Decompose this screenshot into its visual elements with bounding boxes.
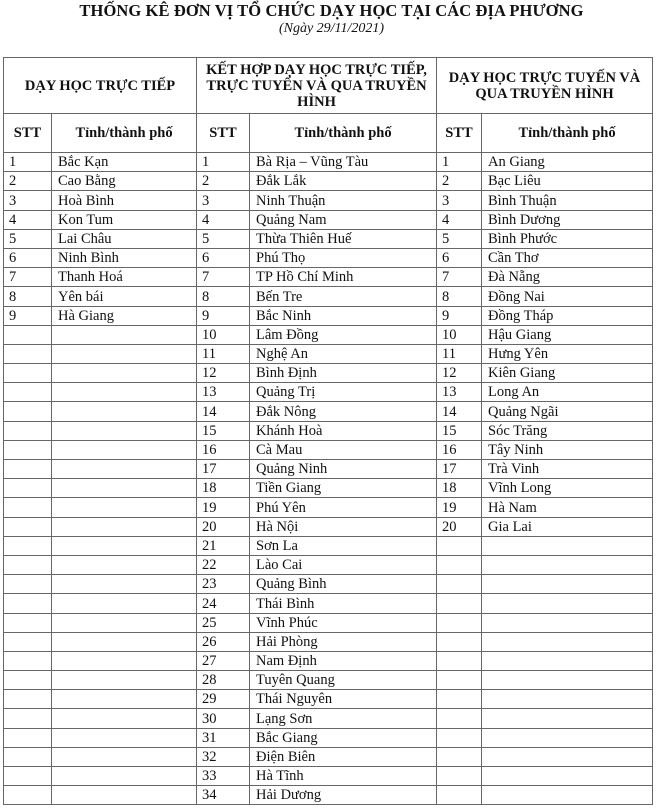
online-province-cell: An Giang — [482, 153, 653, 172]
table-row — [4, 747, 653, 766]
table-body — [4, 153, 653, 805]
online-stt-cell: 3 — [437, 191, 482, 210]
online-stt-cell — [437, 786, 482, 805]
direct-stt-cell — [4, 555, 52, 574]
combined-province-cell: Điện Biên — [250, 747, 437, 766]
combined-province-cell: Lào Cai — [250, 555, 437, 574]
combined-province-cell: Quảng Bình — [250, 575, 437, 594]
combined-stt-cell: 3 — [197, 191, 250, 210]
direct-stt-cell: 6 — [4, 248, 52, 267]
online-stt-cell — [437, 594, 482, 613]
combined-stt-cell: 20 — [197, 517, 250, 536]
direct-stt-cell — [4, 460, 52, 479]
online-stt-cell: 6 — [437, 248, 482, 267]
table-row — [4, 498, 653, 517]
table-row — [4, 325, 653, 344]
combined-province-cell: Khánh Hoà — [250, 421, 437, 440]
online-province-cell: Hưng Yên — [482, 344, 653, 363]
combined-province-cell: Ninh Thuận — [250, 191, 437, 210]
table-row — [4, 594, 653, 613]
direct-province-cell — [52, 364, 197, 383]
online-stt-cell: 20 — [437, 517, 482, 536]
combined-stt-cell: 26 — [197, 632, 250, 651]
direct-stt-cell — [4, 747, 52, 766]
direct-province-cell: Hà Giang — [52, 306, 197, 325]
online-stt-cell — [437, 709, 482, 728]
online-stt-cell — [437, 555, 482, 574]
direct-stt-cell — [4, 632, 52, 651]
direct-stt-cell — [4, 575, 52, 594]
online-province-cell — [482, 594, 653, 613]
online-province-cell: Đồng Tháp — [482, 306, 653, 325]
online-stt-cell — [437, 747, 482, 766]
table-row — [4, 172, 653, 191]
col-header-province: Tỉnh/thành phố — [482, 114, 653, 153]
direct-stt-cell — [4, 728, 52, 747]
online-stt-cell: 12 — [437, 364, 482, 383]
online-province-cell — [482, 767, 653, 786]
table-row — [4, 344, 653, 363]
direct-stt-cell — [4, 671, 52, 690]
combined-province-cell: Hải Phòng — [250, 632, 437, 651]
combined-province-cell: Nam Định — [250, 651, 437, 670]
combined-province-cell: Quảng Nam — [250, 210, 437, 229]
combined-province-cell: Bắc Ninh — [250, 306, 437, 325]
online-stt-cell: 10 — [437, 325, 482, 344]
group-header-online: DẠY HỌC TRỰC TUYẾN VÀ QUA TRUYỀN HÌNH — [437, 58, 653, 114]
column-header-row — [4, 114, 653, 153]
table-row — [4, 517, 653, 536]
online-province-cell: Bình Dương — [482, 210, 653, 229]
combined-province-cell: Phú Yên — [250, 498, 437, 517]
table-row — [4, 786, 653, 805]
table-row — [4, 690, 653, 709]
online-stt-cell — [437, 767, 482, 786]
col-header-province: Tỉnh/thành phố — [52, 114, 197, 153]
online-province-cell: Long An — [482, 383, 653, 402]
combined-stt-cell: 1 — [197, 153, 250, 172]
table-row — [4, 191, 653, 210]
table-row — [4, 536, 653, 555]
online-province-cell — [482, 536, 653, 555]
table-row — [4, 460, 653, 479]
online-province-cell — [482, 575, 653, 594]
combined-stt-cell: 25 — [197, 613, 250, 632]
online-stt-cell: 2 — [437, 172, 482, 191]
online-province-cell: Sóc Trăng — [482, 421, 653, 440]
online-stt-cell: 7 — [437, 268, 482, 287]
document-date: (Ngày 29/11/2021) — [278, 21, 385, 36]
table-row — [4, 210, 653, 229]
direct-province-cell — [52, 613, 197, 632]
online-stt-cell: 4 — [437, 210, 482, 229]
combined-province-cell: Bình Định — [250, 364, 437, 383]
direct-stt-cell: 1 — [4, 153, 52, 172]
combined-stt-cell: 31 — [197, 728, 250, 747]
combined-province-cell: Cà Mau — [250, 440, 437, 459]
combined-province-cell: Quảng Ninh — [250, 460, 437, 479]
table-row — [4, 268, 653, 287]
direct-province-cell: Kon Tum — [52, 210, 197, 229]
table-row — [4, 229, 653, 248]
table-row — [4, 651, 653, 670]
document-title: THỐNG KÊ ĐƠN VỊ TỔ CHỨC DẠY HỌC TẠI CÁC ĐỊA PHƯƠNG — [79, 1, 584, 20]
combined-province-cell: Thừa Thiên Huế — [250, 229, 437, 248]
col-header-stt: STT — [197, 114, 250, 153]
direct-province-cell: Hoà Bình — [52, 191, 197, 210]
combined-stt-cell: 10 — [197, 325, 250, 344]
table-row — [4, 306, 653, 325]
table-row — [4, 440, 653, 459]
direct-stt-cell — [4, 498, 52, 517]
direct-province-cell: Ninh Bình — [52, 248, 197, 267]
online-stt-cell: 18 — [437, 479, 482, 498]
combined-stt-cell: 21 — [197, 536, 250, 555]
direct-stt-cell — [4, 767, 52, 786]
direct-stt-cell — [4, 690, 52, 709]
direct-province-cell — [52, 651, 197, 670]
direct-province-cell — [52, 421, 197, 440]
combined-stt-cell: 13 — [197, 383, 250, 402]
combined-province-cell: Vĩnh Phúc — [250, 613, 437, 632]
combined-province-cell: Đắk Nông — [250, 402, 437, 421]
online-province-cell — [482, 690, 653, 709]
table-row — [4, 248, 653, 267]
table-row — [4, 153, 653, 172]
combined-province-cell: TP Hồ Chí Minh — [250, 268, 437, 287]
online-province-cell — [482, 709, 653, 728]
table-row — [4, 613, 653, 632]
combined-stt-cell: 27 — [197, 651, 250, 670]
table-row — [4, 287, 653, 306]
direct-province-cell — [52, 344, 197, 363]
col-header-province: Tỉnh/thành phố — [250, 114, 437, 153]
direct-province-cell — [52, 460, 197, 479]
online-province-cell: Bạc Liêu — [482, 172, 653, 191]
table-row — [4, 364, 653, 383]
table-row — [4, 383, 653, 402]
online-stt-cell: 17 — [437, 460, 482, 479]
online-stt-cell: 9 — [437, 306, 482, 325]
combined-province-cell: Bà Rịa – Vũng Tàu — [250, 153, 437, 172]
direct-stt-cell — [4, 517, 52, 536]
direct-stt-cell: 5 — [4, 229, 52, 248]
online-province-cell: Hậu Giang — [482, 325, 653, 344]
online-province-cell — [482, 786, 653, 805]
combined-province-cell: Sơn La — [250, 536, 437, 555]
direct-province-cell — [52, 690, 197, 709]
table-row — [4, 421, 653, 440]
col-header-stt: STT — [437, 114, 482, 153]
combined-stt-cell: 24 — [197, 594, 250, 613]
online-province-cell — [482, 632, 653, 651]
group-header-combined: KẾT HỢP DẠY HỌC TRỰC TIẾP, TRỰC TUYẾN VÀ QUA TRUYỀN HÌNH — [197, 58, 437, 114]
col-header-stt: STT — [4, 114, 52, 153]
combined-province-cell: Đắk Lắk — [250, 172, 437, 191]
direct-province-cell — [52, 498, 197, 517]
online-province-cell: Vĩnh Long — [482, 479, 653, 498]
online-stt-cell — [437, 536, 482, 555]
direct-stt-cell — [4, 421, 52, 440]
online-stt-cell: 5 — [437, 229, 482, 248]
direct-province-cell: Bắc Kạn — [52, 153, 197, 172]
direct-province-cell — [52, 709, 197, 728]
online-province-cell — [482, 651, 653, 670]
group-header-row — [4, 58, 653, 114]
combined-stt-cell: 6 — [197, 248, 250, 267]
table-row — [4, 671, 653, 690]
combined-province-cell: Hải Dương — [250, 786, 437, 805]
combined-stt-cell: 16 — [197, 440, 250, 459]
direct-province-cell: Lai Châu — [52, 229, 197, 248]
online-stt-cell: 11 — [437, 344, 482, 363]
online-stt-cell — [437, 690, 482, 709]
combined-stt-cell: 5 — [197, 229, 250, 248]
statistics-table — [3, 57, 653, 805]
online-stt-cell: 19 — [437, 498, 482, 517]
combined-stt-cell: 32 — [197, 747, 250, 766]
direct-province-cell — [52, 440, 197, 459]
combined-province-cell: Tuyên Quang — [250, 671, 437, 690]
table-row — [4, 402, 653, 421]
direct-province-cell: Thanh Hoá — [52, 268, 197, 287]
combined-stt-cell: 28 — [197, 671, 250, 690]
online-province-cell: Đà Nẵng — [482, 268, 653, 287]
table-row — [4, 632, 653, 651]
combined-stt-cell: 14 — [197, 402, 250, 421]
direct-province-cell — [52, 536, 197, 555]
direct-stt-cell: 8 — [4, 287, 52, 306]
online-stt-cell — [437, 651, 482, 670]
online-stt-cell: 1 — [437, 153, 482, 172]
combined-stt-cell: 19 — [197, 498, 250, 517]
direct-stt-cell — [4, 613, 52, 632]
direct-stt-cell — [4, 325, 52, 344]
combined-stt-cell: 22 — [197, 555, 250, 574]
combined-stt-cell: 30 — [197, 709, 250, 728]
direct-province-cell — [52, 632, 197, 651]
combined-stt-cell: 29 — [197, 690, 250, 709]
online-stt-cell: 16 — [437, 440, 482, 459]
direct-stt-cell — [4, 440, 52, 459]
combined-province-cell: Lâm Đồng — [250, 325, 437, 344]
combined-stt-cell: 11 — [197, 344, 250, 363]
online-stt-cell — [437, 632, 482, 651]
direct-province-cell — [52, 786, 197, 805]
group-header-direct: DẠY HỌC TRỰC TIẾP — [4, 58, 197, 114]
direct-stt-cell: 9 — [4, 306, 52, 325]
table-row — [4, 479, 653, 498]
online-province-cell: Hà Nam — [482, 498, 653, 517]
direct-province-cell — [52, 728, 197, 747]
combined-stt-cell: 17 — [197, 460, 250, 479]
online-province-cell: Bình Thuận — [482, 191, 653, 210]
online-stt-cell — [437, 613, 482, 632]
direct-stt-cell — [4, 383, 52, 402]
combined-stt-cell: 23 — [197, 575, 250, 594]
combined-province-cell: Hà Tĩnh — [250, 767, 437, 786]
online-province-cell — [482, 728, 653, 747]
combined-province-cell: Thái Nguyên — [250, 690, 437, 709]
table-row — [4, 709, 653, 728]
combined-province-cell: Bắc Giang — [250, 728, 437, 747]
direct-stt-cell — [4, 402, 52, 421]
direct-province-cell: Yên bái — [52, 287, 197, 306]
direct-stt-cell — [4, 344, 52, 363]
combined-province-cell: Lạng Sơn — [250, 709, 437, 728]
combined-stt-cell: 2 — [197, 172, 250, 191]
combined-province-cell: Bến Tre — [250, 287, 437, 306]
online-province-cell — [482, 671, 653, 690]
combined-stt-cell: 4 — [197, 210, 250, 229]
direct-stt-cell: 3 — [4, 191, 52, 210]
online-stt-cell — [437, 575, 482, 594]
direct-stt-cell — [4, 364, 52, 383]
combined-province-cell: Thái Bình — [250, 594, 437, 613]
direct-province-cell — [52, 747, 197, 766]
direct-stt-cell: 4 — [4, 210, 52, 229]
direct-province-cell — [52, 555, 197, 574]
direct-stt-cell — [4, 709, 52, 728]
table-row — [4, 575, 653, 594]
online-stt-cell — [437, 671, 482, 690]
combined-stt-cell: 34 — [197, 786, 250, 805]
combined-stt-cell: 18 — [197, 479, 250, 498]
combined-stt-cell: 8 — [197, 287, 250, 306]
online-province-cell: Gia Lai — [482, 517, 653, 536]
direct-province-cell — [52, 671, 197, 690]
direct-province-cell — [52, 575, 197, 594]
online-province-cell: Trà Vinh — [482, 460, 653, 479]
combined-province-cell: Tiền Giang — [250, 479, 437, 498]
combined-stt-cell: 9 — [197, 306, 250, 325]
online-province-cell — [482, 747, 653, 766]
online-province-cell: Đồng Nai — [482, 287, 653, 306]
direct-province-cell — [52, 594, 197, 613]
combined-province-cell: Nghệ An — [250, 344, 437, 363]
combined-province-cell: Phú Thọ — [250, 248, 437, 267]
combined-stt-cell: 7 — [197, 268, 250, 287]
direct-stt-cell — [4, 536, 52, 555]
online-province-cell — [482, 555, 653, 574]
combined-stt-cell: 12 — [197, 364, 250, 383]
direct-province-cell: Cao Bằng — [52, 172, 197, 191]
online-province-cell: Kiên Giang — [482, 364, 653, 383]
table-row — [4, 728, 653, 747]
direct-stt-cell — [4, 651, 52, 670]
direct-province-cell — [52, 517, 197, 536]
combined-province-cell: Quảng Trị — [250, 383, 437, 402]
direct-stt-cell — [4, 479, 52, 498]
direct-province-cell — [52, 767, 197, 786]
online-stt-cell: 15 — [437, 421, 482, 440]
online-province-cell: Tây Ninh — [482, 440, 653, 459]
combined-stt-cell: 33 — [197, 767, 250, 786]
online-province-cell: Cần Thơ — [482, 248, 653, 267]
combined-province-cell: Hà Nội — [250, 517, 437, 536]
online-stt-cell: 8 — [437, 287, 482, 306]
online-stt-cell — [437, 728, 482, 747]
combined-stt-cell: 15 — [197, 421, 250, 440]
table-row — [4, 767, 653, 786]
direct-province-cell — [52, 479, 197, 498]
table-row — [4, 555, 653, 574]
online-province-cell — [482, 613, 653, 632]
direct-province-cell — [52, 383, 197, 402]
direct-province-cell — [52, 402, 197, 421]
direct-stt-cell — [4, 786, 52, 805]
online-stt-cell: 14 — [437, 402, 482, 421]
direct-stt-cell — [4, 594, 52, 613]
online-province-cell: Quảng Ngãi — [482, 402, 653, 421]
direct-stt-cell: 7 — [4, 268, 52, 287]
online-province-cell: Bình Phước — [482, 229, 653, 248]
online-stt-cell: 13 — [437, 383, 482, 402]
direct-province-cell — [52, 325, 197, 344]
direct-stt-cell: 2 — [4, 172, 52, 191]
